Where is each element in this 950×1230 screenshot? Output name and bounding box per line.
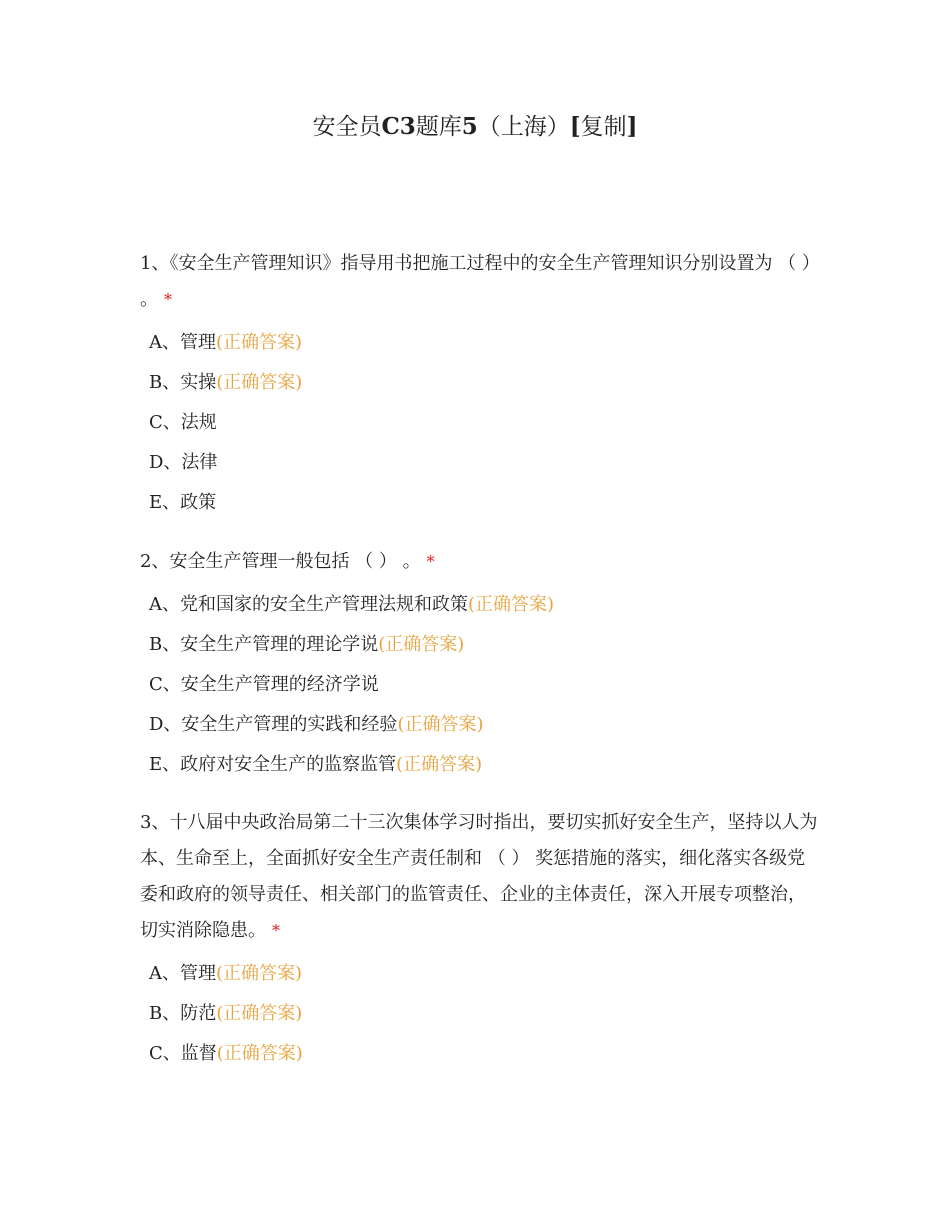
correct-answer-tag: (正确答案) — [397, 714, 484, 735]
title-bracket-open: [ — [569, 113, 581, 140]
option-e[interactable] — [140, 745, 820, 785]
correct-answer-tag: (正确答案) — [378, 634, 465, 655]
option-e[interactable] — [140, 483, 820, 523]
correct-answer-tag: (正确答案) — [216, 1003, 303, 1024]
option-label: A、管理 — [149, 332, 216, 353]
question-number: 2、 — [140, 551, 170, 572]
question-3 — [140, 805, 820, 1074]
question-1 — [140, 246, 820, 523]
correct-answer-tag: (正确答案) — [216, 1043, 303, 1064]
question-number: 3、 — [140, 812, 170, 833]
option-d[interactable] — [140, 443, 820, 483]
option-a[interactable] — [140, 323, 820, 363]
question-body: 十八届中央政治局第二十三次集体学习时指出，要切实抓好安全生产，坚持以人为本、生命至上，全面抓好安全生产责任制和 （ ） 奖惩措施的落实，细化落实各级党委和政府的领导责任、相关部门的监管责任、企业的主体责任，深入开展专项整治，切实消除隐患。 — [140, 812, 818, 941]
required-asterisk: * — [272, 921, 280, 940]
question-text — [140, 805, 820, 949]
option-label: C、监督 — [149, 1043, 217, 1064]
option-label: A、党和国家的安全生产管理法规和政策 — [149, 594, 468, 615]
title-region: （上海） — [477, 114, 570, 140]
option-c[interactable] — [140, 665, 820, 705]
option-label: B、安全生产管理的理论学说 — [149, 634, 379, 655]
required-asterisk: * — [164, 290, 172, 309]
title-copy-label: 复制 — [580, 114, 627, 140]
option-label: C、安全生产管理的经济学说 — [149, 674, 379, 695]
correct-answer-tag: (正确答案) — [396, 754, 483, 775]
question-body: 安全生产管理一般包括 （ ） 。 — [169, 551, 421, 572]
title-level: C3 — [381, 113, 416, 140]
option-b[interactable] — [140, 994, 820, 1034]
option-a[interactable] — [140, 954, 820, 994]
question-number: 1、 — [140, 253, 170, 274]
title-text-1: 安全员 — [312, 114, 382, 140]
option-label: E、政策 — [149, 492, 217, 513]
required-asterisk: * — [426, 552, 435, 571]
option-label: D、法律 — [149, 452, 218, 473]
question-2 — [140, 544, 820, 785]
correct-answer-tag: (正确答案) — [468, 594, 555, 615]
option-label: B、实操 — [149, 372, 217, 393]
page-title — [0, 110, 950, 144]
option-list — [140, 585, 820, 785]
title-text-2: 题库 — [415, 114, 462, 140]
option-list — [140, 954, 820, 1074]
option-c[interactable] — [140, 403, 820, 443]
option-label: A、管理 — [149, 963, 216, 984]
option-label: C、法规 — [149, 412, 217, 433]
option-label: E、政府对安全生产的监察监管 — [149, 754, 397, 775]
option-d[interactable] — [140, 705, 820, 745]
option-b[interactable] — [140, 625, 820, 665]
correct-answer-tag: (正确答案) — [216, 963, 303, 984]
title-number: 5 — [461, 113, 478, 140]
option-a[interactable] — [140, 585, 820, 625]
option-c[interactable] — [140, 1034, 820, 1074]
question-body: 《安全生产管理知识》指导用书把施工过程中的安全生产管理知识分别设置为 （ ） 。 — [140, 253, 820, 310]
correct-answer-tag: (正确答案) — [216, 372, 303, 393]
option-list — [140, 323, 820, 523]
question-text — [140, 246, 820, 318]
option-label: B、防范 — [149, 1003, 217, 1024]
question-text — [140, 544, 820, 580]
option-label: D、安全生产管理的实践和经验 — [149, 714, 398, 735]
correct-answer-tag: (正确答案) — [216, 332, 303, 353]
title-bracket-close: ] — [626, 113, 638, 140]
option-b[interactable] — [140, 363, 820, 403]
